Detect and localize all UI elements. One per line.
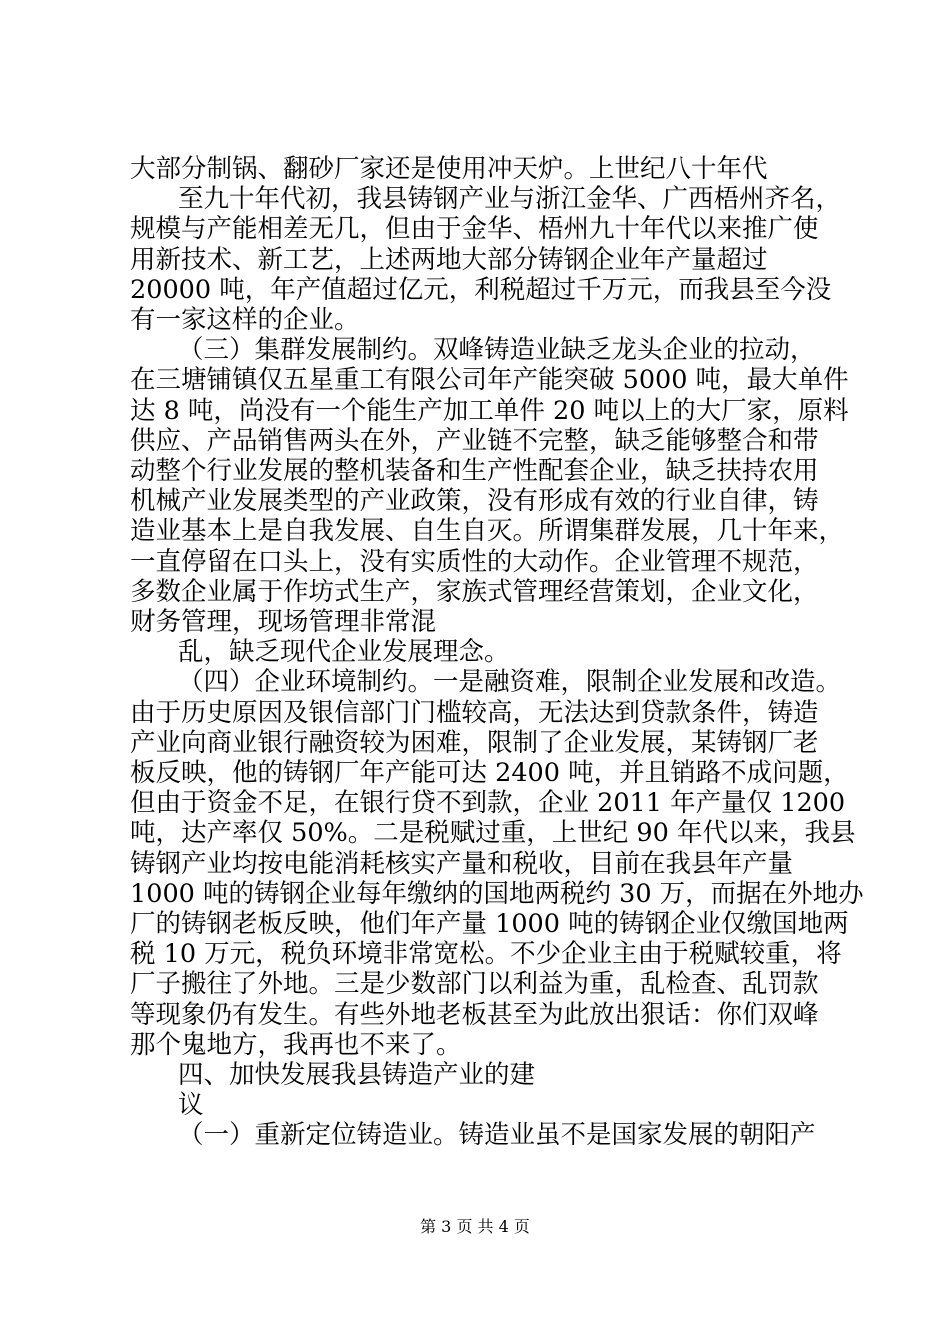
text-line: 厂子搬往了外地。三是少数部门以利益为重，乱检查、乱罚款 bbox=[130, 969, 819, 999]
text-line: 税 10 万元，税负环境非常宽松。不少企业主由于税赋较重，将 bbox=[130, 939, 842, 969]
text-line: 动整个行业发展的整机装备和生产性配套企业，缺乏扶持农用 bbox=[130, 456, 819, 486]
text-line: 大部分制锅、翻砂厂家还是使用冲天炉。上世纪八十年代 bbox=[130, 154, 768, 184]
text-line: 产业向商业银行融资较为困难，限制了企业发展，某铸钢厂老 bbox=[130, 728, 819, 758]
text-line: 多数企业属于作坊式生产，家族式管理经营策划，企业文化， bbox=[130, 577, 819, 607]
text-line: 有一家这样的企业。 bbox=[130, 305, 360, 335]
text-line: 20000 吨，年产值超过亿元，利税超过千万元，而我县至今没 bbox=[130, 275, 832, 305]
text-line: （四）企业环境制约。一是融资难，限制企业发展和改造。 bbox=[178, 667, 842, 697]
text-line: 机械产业发展类型的产业政策，没有形成有效的行业自律，铸 bbox=[130, 486, 819, 516]
text-line: 用新技术、新工艺，上述两地大部分铸钢企业年产量超过 bbox=[130, 245, 768, 275]
text-line: 财务管理，现场管理非常混 bbox=[130, 607, 437, 637]
text-line: 吨，达产率仅 50%。二是税赋过重，上世纪 90 年代以来，我县 bbox=[130, 818, 856, 848]
text-line: 那个鬼地方，我再也不来了。 bbox=[130, 1030, 462, 1060]
text-line: 乱，缺乏现代企业发展理念。 bbox=[178, 637, 510, 667]
text-line: 供应、产品销售两头在外，产业链不完整，缺乏能够整合和带 bbox=[130, 426, 819, 456]
text-line: 厂的铸钢老板反映，他们年产量 1000 吨的铸钢企业仅缴国地两 bbox=[130, 909, 849, 939]
text-line: （三）集群发展制约。双峰铸造业缺乏龙头企业的拉动， bbox=[178, 335, 816, 365]
text-line: 在三塘铺镇仅五星重工有限公司年产能突破 5000 吨，最大单件 bbox=[130, 365, 849, 395]
text-line: 等现象仍有发生。有些外地老板甚至为此放出狠话：你们双峰 bbox=[130, 1000, 819, 1030]
section-heading-continued: 议 bbox=[178, 1090, 204, 1120]
text-line: 达 8 吨，尚没有一个能生产加工单件 20 吨以上的大厂家，原料 bbox=[130, 396, 849, 426]
text-line: 但由于资金不足，在银行贷不到款，企业 2011 年产量仅 1200 bbox=[130, 788, 846, 818]
page-footer: 第 3 页 共 4 页 bbox=[420, 1217, 530, 1236]
text-line: （一）重新定位铸造业。铸造业虽不是国家发展的朝阳产 bbox=[178, 1120, 816, 1150]
section-heading: 四、加快发展我县铸造产业的建 bbox=[178, 1060, 536, 1090]
text-line: 规模与产能相差无几，但由于金华、梧州九十年代以来推广使 bbox=[130, 214, 819, 244]
text-line: 造业基本上是自我发展、自生自灭。所谓集群发展，几十年来， bbox=[130, 516, 845, 546]
text-line: 铸钢产业均按电能消耗核实产量和税收，目前在我县年产量 bbox=[130, 849, 794, 879]
text-line: 板反映，他的铸钢厂年产能可达 2400 吨，并且销路不成问题， bbox=[130, 758, 849, 788]
text-line: 由于历史原因及银信部门门槛较高，无法达到贷款条件，铸造 bbox=[130, 698, 819, 728]
text-line: 至九十年代初，我县铸钢产业与浙江金华、广西梧州齐名， bbox=[178, 184, 842, 214]
text-line: 1000 吨的铸钢企业每年缴纳的国地两税约 30 万，而据在外地办 bbox=[130, 879, 864, 909]
text-line: 一直停留在口头上，没有实质性的大动作。企业管理不规范， bbox=[130, 547, 819, 577]
